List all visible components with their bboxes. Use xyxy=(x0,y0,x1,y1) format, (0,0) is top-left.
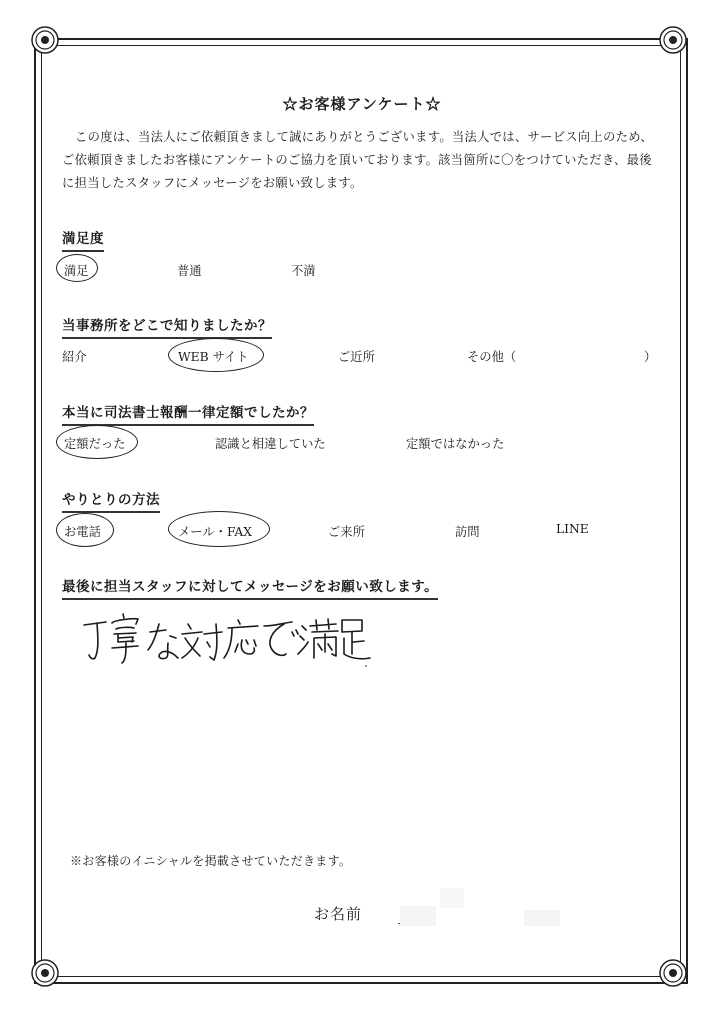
corner-ornament-icon xyxy=(30,958,60,988)
redaction-mask xyxy=(400,906,436,926)
selection-circle xyxy=(56,425,138,459)
corner-ornament-icon xyxy=(658,958,688,988)
option-other-close-paren: ） xyxy=(644,350,657,364)
option-referral[interactable]: 紹介 xyxy=(62,350,87,364)
option-dissatisfied[interactable]: 不満 xyxy=(291,264,316,278)
option-visit-office[interactable]: ご来所 xyxy=(328,525,365,539)
option-not-fixed[interactable]: 定額ではなかった xyxy=(406,437,505,451)
question-contact-title: やりとりの方法 xyxy=(62,488,160,513)
selection-circle xyxy=(56,513,114,547)
option-different-from-expected[interactable]: 認識と相違していた xyxy=(215,437,326,451)
option-satisfied[interactable]: 満足 xyxy=(64,264,89,278)
name-label: お名前 xyxy=(314,905,363,923)
selection-circle xyxy=(168,511,270,547)
redaction-mask xyxy=(524,910,560,926)
handwritten-message xyxy=(80,610,380,674)
option-email-fax[interactable]: メール・FAX xyxy=(178,525,253,539)
option-fixed-fee[interactable]: 定額だった xyxy=(64,437,126,451)
selection-circle xyxy=(56,254,98,282)
question-satisfaction-title: 満足度 xyxy=(62,227,104,252)
option-line[interactable]: LINE xyxy=(556,522,589,536)
redaction-mask xyxy=(440,888,464,908)
question-source-title: 当事務所をどこで知りましたか？ xyxy=(62,314,272,339)
option-website[interactable]: WEB サイト xyxy=(178,350,249,364)
survey-intro: この度は、当法人にご依頼頂きまして誠にありがとうございます。当法人では、サービス向上のため、ご依頼頂きましたお客様にアンケートのご協力を頂いております。該当箇所に〇をつけていただき、最後に担当したスタッフにメッセージをお願い致します。 xyxy=(62,130,653,190)
selection-circle xyxy=(168,338,264,372)
option-neighborhood[interactable]: ご近所 xyxy=(338,350,375,364)
message-section-title: 最後に担当スタッフに対してメッセージをお願い致します。 xyxy=(62,575,438,600)
option-normal[interactable]: 普通 xyxy=(177,264,202,278)
option-other[interactable]: その他（ xyxy=(467,350,517,364)
option-phone[interactable]: お電話 xyxy=(64,525,101,539)
corner-ornament-icon xyxy=(30,25,60,55)
initials-note: ※お客様のイニシャルを掲載させていただきます。 xyxy=(70,854,352,868)
survey-title: ☆お客様アンケート☆ xyxy=(282,95,442,113)
corner-ornament-icon xyxy=(658,25,688,55)
question-fee-title: 本当に司法書士報酬一律定額でしたか？ xyxy=(62,401,314,426)
option-home-visit[interactable]: 訪問 xyxy=(455,525,480,539)
